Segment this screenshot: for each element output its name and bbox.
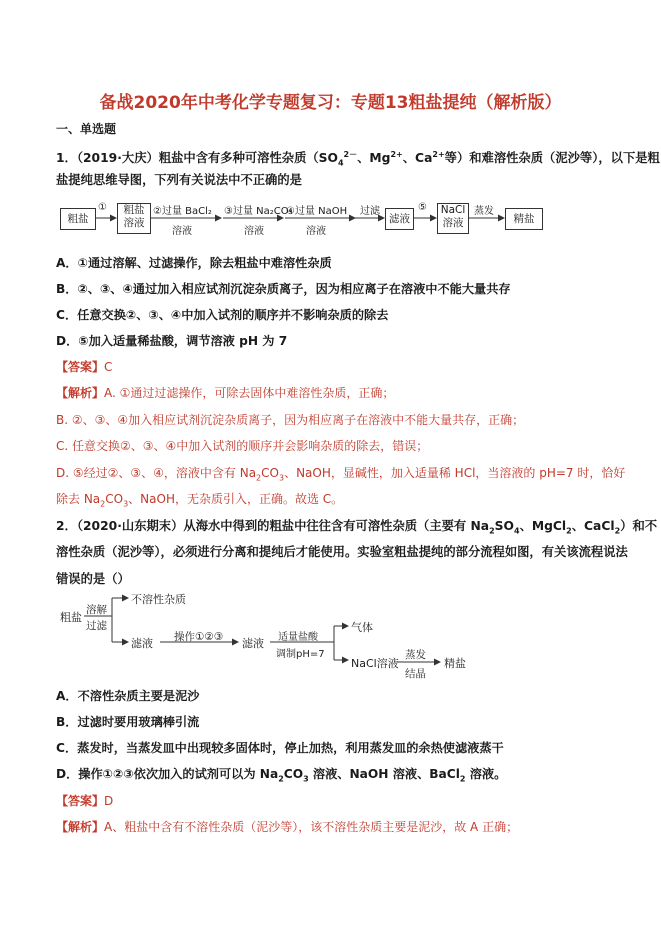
q1-stem-line1: 1．（2019·大庆）粗盐中含有多种可溶性杂质（$SO_4^{2-}$、$Mg^{2+}$、$Ca^{2+}$等）和难溶性杂质（泥沙等），以下是粗 (56, 150, 660, 168)
flow2-filtrate-1: 滤液 (131, 637, 153, 650)
q2-stem-line3: 错误的是（） (56, 572, 130, 586)
flow2-nacl-solution: NaCl溶液 (351, 657, 399, 670)
flow-step-3-sub: 溶液 (244, 226, 264, 237)
flow2-operation: 操作①②③ (174, 631, 224, 643)
flow-step-4: ④过量 NaOH (286, 206, 348, 217)
flow-box-crude-salt: 粗盐 (60, 208, 96, 230)
q1-explanation-b: B. ②、③、④加入相应试剂沉淀杂质离子，因为相应离子在溶液中不能大量共存，正确； (56, 413, 525, 427)
q2-option-d: D．操作①②③依次加入的试剂可以为 $Na_2CO_3$ 溶液、NaOH 溶液、BaCl$_2$ 溶液。 (56, 767, 507, 784)
flow2-insoluble-impurity: 不溶性杂质 (131, 593, 186, 606)
flow-step-4-sub: 溶液 (306, 226, 326, 237)
q2-stem-line1: 2．（2020·山东期末）从海水中得到的粗盐中往往含有可溶性杂质（主要有 $Na_2SO_4$、MgCl$_2$、CaCl$_2$）和不 (56, 519, 658, 536)
flow2-filtrate-2: 滤液 (242, 637, 264, 650)
flow-box-filtrate: 滤液 (385, 208, 414, 230)
flow-step-5: ⑤ (418, 202, 427, 213)
flow-step-3: ③过量 Na₂CO₃ (224, 206, 293, 217)
q1-option-d: D．⑤加入适量稀盐酸，调节溶液 pH 为 7 (56, 334, 288, 348)
section-heading: 一、单选题 (56, 122, 117, 136)
q1-explanation-d1: D. ⑤经过②、③、④，溶液中含有 $Na_2CO_3$、NaOH，显碱性，加入适量稀 HCl，当溶液的 pH=7 时，恰好 (56, 466, 626, 483)
flow2-hcl: 适量盐酸 (278, 632, 318, 643)
flow2-gas: 气体 (351, 621, 373, 634)
q2-answer: 【答案】D (56, 794, 114, 808)
q2-explanation-a: 【解析】A、粗盐中含有不溶性杂质（泥沙等），该不溶性杂质主要是泥沙，故 A 正确； (56, 820, 519, 834)
flow2-dissolve: 溶解 (86, 604, 107, 616)
flow-step-1: ① (98, 202, 107, 213)
flow-step-2-sub: 溶液 (172, 226, 192, 237)
flow-step-evaporate: 蒸发 (474, 206, 494, 217)
q1-stem-line2: 盐提纯思维导图，下列有关说法中不正确的是 (56, 173, 302, 187)
flow2-refined-salt: 精盐 (444, 657, 466, 670)
flow-box-nacl: NaCl 溶液 (437, 203, 469, 234)
flow-box-salt-solution: 粗盐 溶液 (117, 203, 151, 234)
q1-option-c: C．任意交换②、③、④中加入试剂的顺序并不影响杂质的除去 (56, 308, 389, 322)
flow-step-filter: 过滤 (360, 206, 380, 217)
flow2-crystallize: 结晶 (405, 668, 426, 680)
q1-option-b: B．②、③、④通过加入相应试剂沉淀杂质离子，因为相应离子在溶液中不能大量共存 (56, 282, 511, 296)
flow2-evaporate: 蒸发 (405, 649, 426, 661)
q1-explanation-d2: 除去 $Na_2CO_3$、NaOH，无杂质引入，正确。故选 C。 (56, 492, 344, 509)
page-title: 备战2020年中考化学专题复习：专题13粗盐提纯（解析版） (99, 93, 562, 113)
q2-option-a: A．不溶性杂质主要是泥沙 (56, 689, 200, 703)
flow2-filter: 过滤 (86, 620, 107, 632)
q1-explanation-c: C. 任意交换②、③、④中加入试剂的顺序并会影响杂质的除去，错误； (56, 439, 429, 453)
flow-box-refined-salt: 精盐 (505, 208, 543, 230)
q1-answer: 【答案】C (56, 360, 113, 374)
q2-stem-line2: 溶性杂质（泥沙等），必须进行分离和提纯后才能使用。实验室粗盐提纯的部分流程如图，有关该流程说法 (56, 545, 628, 559)
q1-explanation-a: 【解析】A. ①通过过滤操作，可除去固体中难溶性杂质，正确； (56, 386, 395, 400)
q2-option-c: C．蒸发时，当蒸发皿中出现较多固体时，停止加热，利用蒸发皿的余热使滤液蒸干 (56, 741, 504, 755)
q1-option-a: A．①通过溶解、过滤操作，除去粗盐中难溶性杂质 (56, 256, 332, 270)
q2-option-b: B．过滤时要用玻璃棒引流 (56, 715, 200, 729)
flow2-crude-salt: 粗盐 (60, 611, 82, 624)
flow-step-2: ②过量 BaCl₂ (153, 206, 212, 217)
flow2-adjust-ph: 调制pH=7 (276, 649, 325, 660)
